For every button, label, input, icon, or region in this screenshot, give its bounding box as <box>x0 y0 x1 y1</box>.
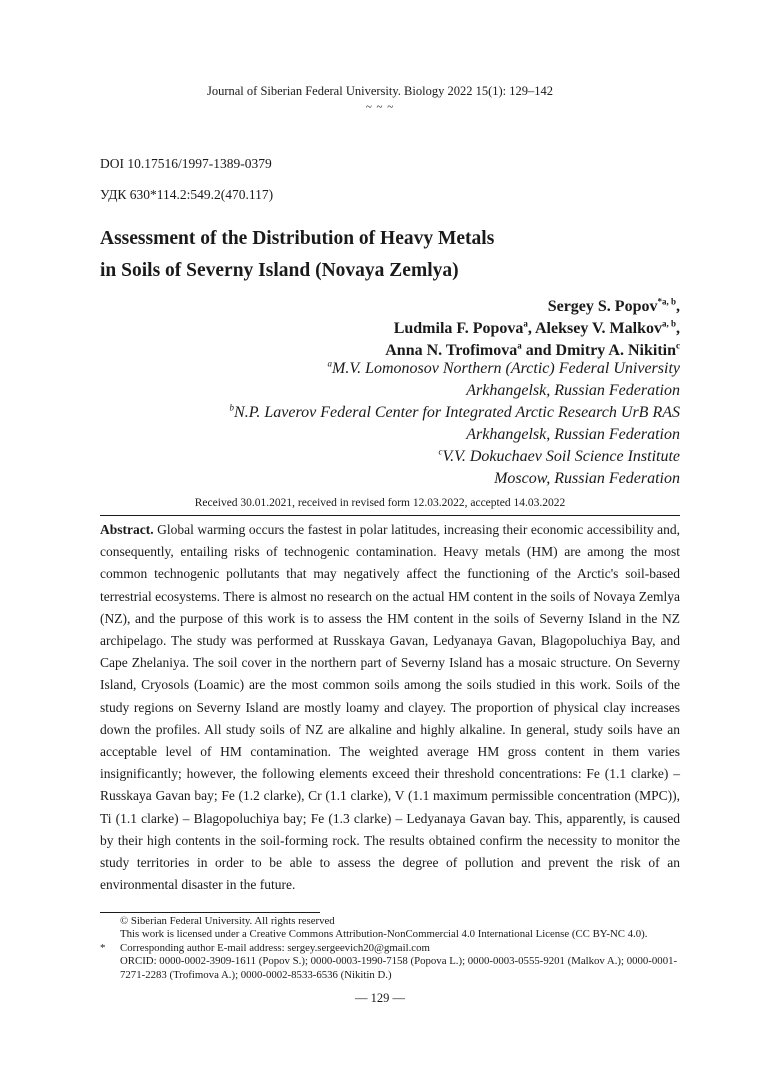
divider <box>100 515 680 516</box>
author-sep: , <box>676 320 680 337</box>
license-text[interactable]: This work is licensed under a Creative Commons Attribution-NonCommercial 4.0 International License (CC BY-NC 4.0). <box>120 928 648 941</box>
affiliation-text: V.V. Dokuchaev Soil Science Institute <box>442 448 680 465</box>
footnote-license <box>100 928 682 941</box>
doi[interactable]: DOI 10.17516/1997-1389-0379 <box>100 156 272 171</box>
author-sep: and <box>521 342 552 359</box>
title-line-2: in Soils of Severny Island (Novaya Zemlya) <box>100 260 459 281</box>
author-name: Dmitry A. Nikitin <box>555 342 676 359</box>
affiliation-sup: a <box>327 358 333 369</box>
footnote-star: * <box>100 941 106 954</box>
footnote-copyright <box>100 915 682 928</box>
corresponding-email[interactable]: Corresponding author E-mail address: sergey.sergeevich20@gmail.com <box>120 941 430 954</box>
footnotes <box>100 915 682 982</box>
author-sup: c <box>676 340 680 351</box>
footnote-divider <box>100 912 320 913</box>
affiliation-city: Arkhangelsk, Russian Federation <box>466 426 680 443</box>
affiliation-sup: b <box>229 402 235 413</box>
author-sup: a <box>523 318 528 329</box>
abstract-label: Abstract. <box>100 522 154 537</box>
author-sup: a <box>517 340 522 351</box>
affiliation-list <box>230 358 680 490</box>
author-sup: *a, b <box>657 296 676 307</box>
copyright-text: © Siberian Federal University. All rights reserved <box>120 915 335 927</box>
article-title <box>100 223 660 287</box>
orcid-text[interactable]: ORCID: 0000-0002-3909-1611 (Popov S.); 0000-0003-1990-7158 (Popova L.); 0000-0003-0555-9201 (Malkov A.); 0000-0001-7271-2283 (Trofimova A.); 0000-0002-8533-6536 (Nikitin D.) <box>120 955 678 981</box>
author-sup: a, b <box>661 318 676 329</box>
author-name: Anna N. Trofimova <box>385 342 518 359</box>
affiliation-city: Moscow, Russian Federation <box>494 470 680 487</box>
author-line-2 <box>385 318 680 340</box>
author-name: Ludmila F. Popova <box>393 320 524 337</box>
footnote-orcid <box>100 955 682 982</box>
abstract-text: Global warming occurs the fastest in polar latitudes, increasing their economic accessibility and, consequently, entailing risks of technogenic contamination. Heavy metals (HM) are among the most common technogenic pollutants that may negatively affect the functioning of the Arctic's soil-based terrestrial ecosystems. There is almost no research on the actual HM content in the soils of Novaya Zemlya (NZ), and the purpose of this work is to assess the HM content in the soils of Severny Island in the NZ archipelago. The study was performed at Russkaya Gavan, Ledyanaya Gavan, Blagopoluchiya Bay, and Cape Zhelaniya. The soil cover in the northern part of Severny Island has a mosaic structure. On Severny Island, Cryosols (Loamic) are the most common soils among the soils studied in this work. Soils of the study regions on Severny Island are mostly loamy and clayey. The proportion of physical clay increases down the profiles. All study soils of NZ are alkaline and highly alkaline. In general, study soils have an acceptable level of HM contamination. The weighted average HM gross content in them varies insignificantly; however, the following elements exceed their threshold concentrations: Fe (1.1 clarke) – Russkaya Gavan bay; Fe (1.2 clarke), Cr (1.1 clarke), V (1.1 maximum permissible concentration (MPC)), Ti (1.1 clarke) – Blagopoluchiya bay; Fe (1.3 clarke) – Ledyanaya Gavan bay. This, apparently, is caused by their high contents in the soil-forming rock. The results obtained confirm the necessity to monitor the study territories in order to be able to assess the degree of pollution and prevent the risk of an environmental disaster in the future. <box>100 522 681 893</box>
author-sep: , <box>527 320 532 337</box>
affiliation-name <box>230 402 680 424</box>
author-sep: , <box>676 298 680 315</box>
affiliation-sup: c <box>438 446 443 457</box>
author-list <box>385 296 680 362</box>
author-name: Aleksey V. Malkov <box>535 320 662 337</box>
footnote-corresponding <box>100 942 682 955</box>
affiliation-text: N.P. Laverov Federal Center for Integrated Arctic Research UrB RAS <box>234 404 680 421</box>
header-separator: ~ ~ ~ <box>365 101 395 113</box>
abstract <box>100 519 680 896</box>
author-line-1 <box>385 296 680 318</box>
affiliation-city: Arkhangelsk, Russian Federation <box>466 382 680 399</box>
received-dates: Received 30.01.2021, received in revised form 12.03.2022, accepted 14.03.2022 <box>194 497 566 509</box>
affiliation-name <box>230 358 680 380</box>
page-number: — 129 — <box>355 991 405 1005</box>
title-line-1: Assessment of the Distribution of Heavy Metals <box>100 228 495 249</box>
affiliation-text: M.V. Lomonosov Northern (Arctic) Federal University <box>332 360 680 377</box>
journal-header: Journal of Siberian Federal University. Biology 2022 15(1): 129–142 <box>206 84 553 98</box>
author-name: Sergey S. Popov <box>547 298 658 315</box>
udk-code: УДК 630*114.2:549.2(470.117) <box>100 187 274 202</box>
affiliation-name <box>230 446 680 468</box>
